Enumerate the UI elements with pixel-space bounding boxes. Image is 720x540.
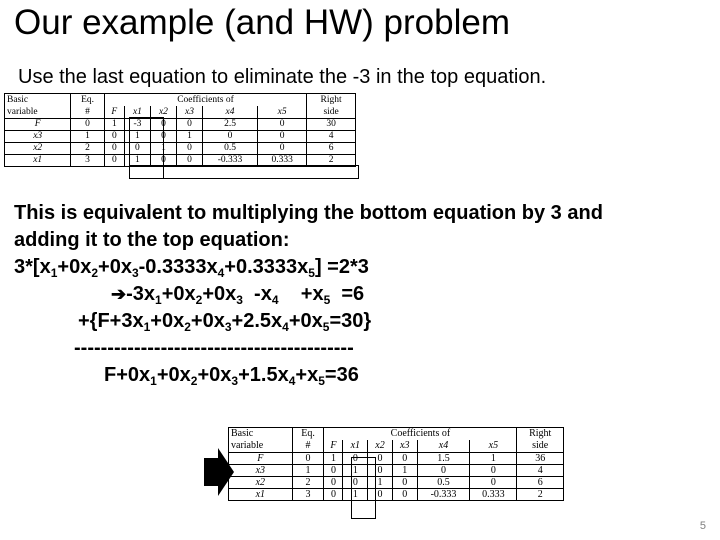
header-eq: Eq.	[71, 94, 104, 107]
cell-x4: -0.333	[417, 489, 470, 501]
cell-F: 0	[104, 143, 124, 155]
cell-x5: 0	[258, 131, 307, 143]
header-col-x4: x4	[203, 106, 258, 119]
header-side: side	[307, 106, 356, 119]
eq-part: +0x	[57, 256, 92, 278]
header-right: Right	[517, 428, 564, 441]
eq-part: +0.3333x	[224, 256, 309, 278]
header-col-x3: x3	[392, 440, 417, 453]
equation-scaled	[14, 254, 714, 281]
cell-rhs: 2	[307, 155, 356, 167]
eq-part: -3x	[126, 283, 155, 305]
cell-rhs: 6	[307, 143, 356, 155]
eq-part: +{F+3x	[78, 310, 144, 332]
subscript: 5	[318, 374, 325, 388]
explanation-line-1: This is equivalent to multiplying the bottom equation by 3 and	[14, 202, 603, 224]
cell-x1: 0	[343, 477, 368, 489]
cell-basic: x1	[229, 489, 293, 501]
cell-x3: 0	[392, 489, 417, 501]
tableau-before	[4, 93, 356, 167]
cell-x3: 1	[392, 465, 417, 477]
header-col-x2: x2	[150, 106, 176, 119]
table-header-row	[229, 428, 564, 441]
cell-x2: 0	[150, 119, 176, 131]
cell-x4: 0.5	[203, 143, 258, 155]
subscript: 2	[184, 320, 191, 334]
subscript: 2	[91, 266, 99, 280]
eq-part: +0x	[288, 310, 323, 332]
cell-x1: -3	[124, 119, 150, 131]
explanation-line-2: adding it to the top equation:	[14, 229, 290, 251]
cell-rhs: 6	[517, 477, 564, 489]
subscript: 1	[155, 293, 162, 307]
cell-F: 1	[104, 119, 124, 131]
header-col-x4: x4	[417, 440, 470, 453]
cell-eq: 1	[71, 131, 104, 143]
cell-x3: 1	[176, 131, 202, 143]
eq-part: +0x	[190, 310, 225, 332]
cell-basic: x1	[5, 155, 71, 167]
cell-x1: 0	[343, 453, 368, 465]
cell-rhs: 4	[517, 465, 564, 477]
cell-x1: 1	[124, 131, 150, 143]
subscript: 4	[288, 374, 296, 388]
cell-basic: F	[229, 453, 293, 465]
pivot-column-box	[351, 457, 376, 519]
cell-basic: x2	[229, 477, 293, 489]
table-row	[229, 489, 564, 501]
eq-part: +0x	[150, 310, 185, 332]
eq-part: +0x	[156, 364, 191, 386]
subscript: 4	[282, 320, 289, 334]
cell-x2: 0	[368, 489, 393, 501]
cell-x2: 1	[368, 477, 393, 489]
cell-eq: 1	[292, 465, 324, 477]
subscript: 5	[322, 320, 330, 334]
cell-eq: 2	[292, 477, 324, 489]
cell-x1: 0	[124, 143, 150, 155]
cell-eq: 3	[71, 155, 104, 167]
header-basic: Basic	[229, 428, 293, 441]
header-col-F: F	[104, 106, 124, 119]
cell-x2: 1	[150, 143, 176, 155]
cell-x3: 0	[176, 143, 202, 155]
header-col-F: F	[324, 440, 343, 453]
cell-eq: 0	[292, 453, 324, 465]
subscript: 1	[150, 374, 157, 388]
eq-part: +0x	[202, 283, 237, 305]
subscript: 3	[236, 293, 243, 307]
header-coefficients: Coefficients of	[104, 94, 306, 107]
subscript: 2	[195, 293, 203, 307]
slide-subtitle: Use the last equation to eliminate the -3 in the top equation.	[18, 66, 547, 88]
cell-x3: 0	[392, 453, 417, 465]
equation-sum	[14, 362, 714, 389]
eq-part: +x	[295, 364, 319, 386]
table-row	[5, 119, 356, 131]
eq-part: +0x	[161, 283, 196, 305]
cell-x2: 0	[368, 465, 393, 477]
cell-x5: 1	[470, 453, 517, 465]
cell-x5: 0	[470, 477, 517, 489]
table-header-row-2	[5, 106, 356, 119]
eq-part: +0x	[98, 256, 132, 278]
header-col-x5: x5	[470, 440, 517, 453]
tableau-after	[228, 427, 564, 501]
explanation	[14, 200, 714, 389]
cell-rhs: 2	[517, 489, 564, 501]
cell-rhs: 4	[307, 131, 356, 143]
cell-rhs: 36	[517, 453, 564, 465]
header-eq-num: #	[292, 440, 324, 453]
cell-x4: 2.5	[203, 119, 258, 131]
cell-F: 0	[324, 477, 343, 489]
header-coefficients: Coefficients of	[324, 428, 517, 441]
eq-part: F+0x	[104, 364, 151, 386]
subscript: 5	[323, 293, 331, 307]
cell-rhs: 30	[307, 119, 356, 131]
subscript: 4	[217, 266, 225, 280]
cell-x4: 1.5	[417, 453, 470, 465]
eq-part: =36	[324, 364, 359, 386]
header-col-x3: x3	[176, 106, 202, 119]
header-eq: Eq.	[292, 428, 324, 441]
header-col-x5: x5	[258, 106, 307, 119]
cell-eq: 2	[71, 143, 104, 155]
header-variable: variable	[229, 440, 293, 453]
equation-result	[14, 281, 714, 308]
table-header-row	[5, 94, 356, 107]
cell-x5: 0	[470, 465, 517, 477]
eq-part: +2.5x	[231, 310, 283, 332]
page-number: 5	[699, 520, 706, 532]
cell-F: 0	[324, 489, 343, 501]
cell-x1: 1	[343, 489, 368, 501]
table-row	[229, 465, 564, 477]
subscript: 5	[308, 266, 315, 280]
equation-top	[14, 308, 714, 335]
table-header-row-2	[229, 440, 564, 453]
subscript: 3	[224, 320, 232, 334]
subscript: 1	[143, 320, 151, 334]
cell-x2: 0	[368, 453, 393, 465]
eq-part: +0x	[197, 364, 232, 386]
cell-x2: 0	[150, 155, 176, 167]
eq-part: +x	[278, 283, 324, 305]
cell-F: 0	[104, 131, 124, 143]
cell-x4: -0.333	[203, 155, 258, 167]
divider-line: ------------------------------------------	[74, 337, 354, 359]
eq-part: -x	[242, 283, 272, 305]
header-variable: variable	[5, 106, 71, 119]
cell-x3: 0	[176, 155, 202, 167]
table-row	[229, 453, 564, 465]
slide-title: Our example (and HW) problem	[14, 3, 510, 42]
cell-x4: 0	[203, 131, 258, 143]
header-col-x1: x1	[343, 440, 368, 453]
subscript: 3	[131, 266, 139, 280]
header-col-x1: x1	[124, 106, 150, 119]
cell-x5: 0	[258, 119, 307, 131]
pivot-row-box	[129, 165, 359, 179]
subscript: 4	[271, 293, 279, 307]
arrow-right-icon: ➔	[111, 284, 127, 304]
subscript: 3	[231, 374, 239, 388]
cell-x5: 0	[258, 143, 307, 155]
header-eq-num: #	[71, 106, 104, 119]
cell-x4: 0.5	[417, 477, 470, 489]
cell-eq: 0	[71, 119, 104, 131]
cell-x5: 0.333	[470, 489, 517, 501]
eq-part: 3*[x	[14, 256, 51, 278]
cell-F: 0	[324, 465, 343, 477]
subscript: 1	[50, 266, 58, 280]
subscript: 2	[190, 374, 198, 388]
table-row	[229, 477, 564, 489]
cell-basic: x3	[229, 465, 293, 477]
cell-F: 1	[324, 453, 343, 465]
eq-part: -0.3333x	[138, 256, 218, 278]
cell-eq: 3	[292, 489, 324, 501]
eq-part: =30}	[329, 310, 372, 332]
header-right: Right	[307, 94, 356, 107]
header-side: side	[517, 440, 564, 453]
eq-part: =6	[330, 283, 365, 305]
table-row	[5, 143, 356, 155]
cell-x3: 0	[392, 477, 417, 489]
cell-F: 0	[104, 155, 124, 167]
eq-part: +1.5x	[238, 364, 289, 386]
cell-x4: 0	[417, 465, 470, 477]
cell-x1: 1	[124, 155, 150, 167]
cell-x5: 0.333	[258, 155, 307, 167]
header-col-x2: x2	[368, 440, 393, 453]
cell-x1: 1	[343, 465, 368, 477]
cell-basic: F	[5, 119, 71, 131]
header-basic: Basic	[5, 94, 71, 107]
table-row	[5, 131, 356, 143]
cell-x2: 0	[150, 131, 176, 143]
cell-basic: x2	[5, 143, 71, 155]
eq-part: ] =2*3	[314, 256, 369, 278]
cell-x3: 0	[176, 119, 202, 131]
cell-basic: x3	[5, 131, 71, 143]
